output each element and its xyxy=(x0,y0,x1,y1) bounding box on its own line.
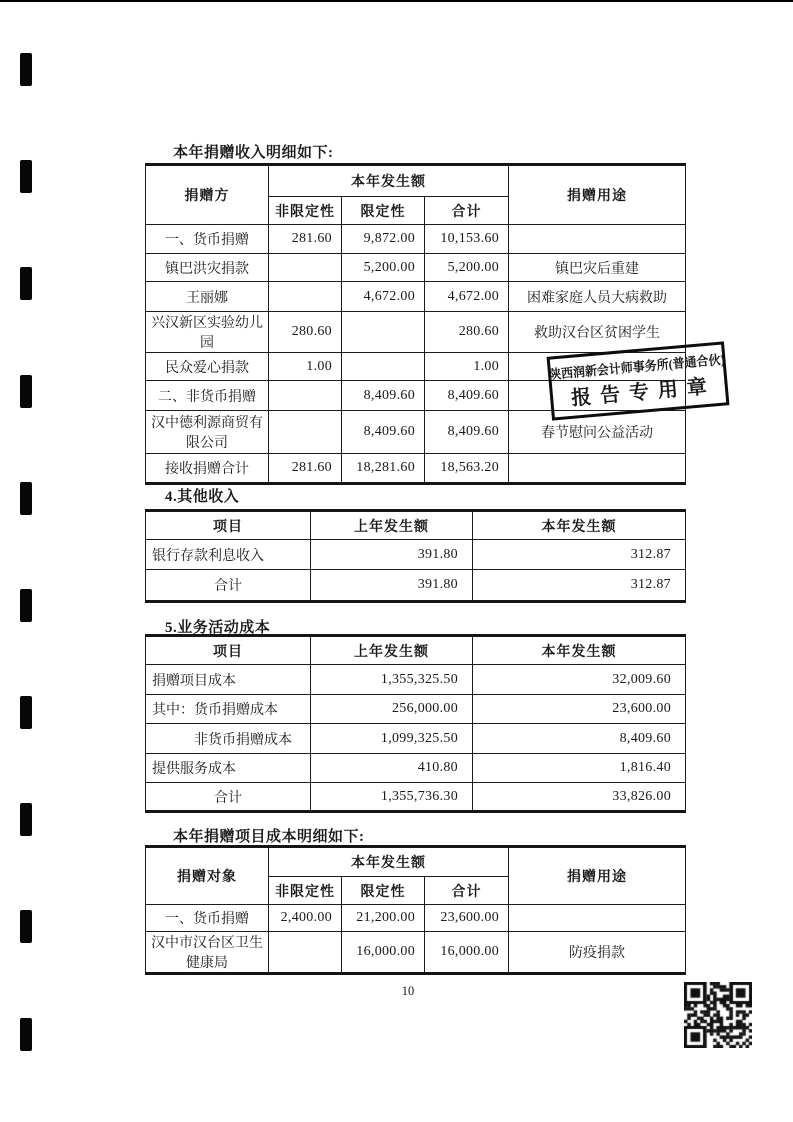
cell-donor: 兴汉新区实验幼儿园 xyxy=(146,312,269,353)
col-header-donee: 捐赠对象 xyxy=(146,847,269,905)
cell-item: 合计 xyxy=(146,783,311,812)
header-row xyxy=(146,165,686,197)
cell-total: 280.60 xyxy=(425,312,509,353)
activity-cost-title: 5.业务活动成本 xyxy=(165,620,271,636)
activity-cost-table xyxy=(145,634,686,813)
cell-purpose: 春节慰问公益活动 xyxy=(509,411,686,454)
cell-item: 合计 xyxy=(146,570,311,602)
cell-total: 4,672.00 xyxy=(425,282,509,312)
table-row xyxy=(146,665,686,695)
table-row xyxy=(146,695,686,724)
stamp-seal-text: 报告专用章 xyxy=(570,374,717,410)
col-header-amount-group: 本年发生额 xyxy=(269,165,509,197)
cell-donor: 二、非货币捐赠 xyxy=(146,381,269,411)
table-row xyxy=(146,905,686,932)
cell-current-year: 312.87 xyxy=(473,540,686,570)
binding-mark xyxy=(20,803,32,836)
header-row xyxy=(146,511,686,540)
binding-mark xyxy=(20,482,32,515)
qr-code xyxy=(684,982,752,1048)
table-row xyxy=(146,540,686,570)
cell-item: 捐赠项目成本 xyxy=(146,665,311,695)
cell-non-restricted: 281.60 xyxy=(269,225,342,254)
cell-restricted xyxy=(342,312,425,353)
cell-donee: 汉中市汉台区卫生健康局 xyxy=(146,932,269,974)
binding-mark xyxy=(20,1018,32,1051)
table-row xyxy=(146,411,686,454)
binding-mark xyxy=(20,696,32,729)
cell-total: 10,153.60 xyxy=(425,225,509,254)
cell-total: 18,563.20 xyxy=(425,454,509,484)
binding-mark xyxy=(20,53,32,86)
table-row xyxy=(146,783,686,812)
cell-purpose: 救助汉台区贫困学生 xyxy=(509,312,686,353)
cell-donor: 王丽娜 xyxy=(146,282,269,312)
cell-current-year: 33,826.00 xyxy=(473,783,686,812)
cell-restricted: 9,872.00 xyxy=(342,225,425,254)
cell-total: 1.00 xyxy=(425,353,509,381)
col-header-total: 合计 xyxy=(425,197,509,225)
cell-purpose xyxy=(509,905,686,932)
other-income-title: 4.其他收入 xyxy=(165,489,240,505)
cell-non-restricted xyxy=(269,932,342,974)
cell-restricted xyxy=(342,353,425,381)
cell-prev-year: 1,099,325.50 xyxy=(311,724,473,754)
cell-non-restricted: 281.60 xyxy=(269,454,342,484)
cell-prev-year: 391.80 xyxy=(311,540,473,570)
donation-income-table xyxy=(145,163,686,485)
binding-mark xyxy=(20,910,32,943)
cell-non-restricted xyxy=(269,411,342,454)
col-header-donor: 捐赠方 xyxy=(146,165,269,225)
cell-total: 5,200.00 xyxy=(425,254,509,282)
table-row xyxy=(146,570,686,602)
cell-restricted: 8,409.60 xyxy=(342,381,425,411)
cell-donee: 一、货币捐赠 xyxy=(146,905,269,932)
cell-item: 非货币捐赠成本 xyxy=(146,724,311,754)
cell-non-restricted: 1.00 xyxy=(269,353,342,381)
scan-top-edge xyxy=(0,0,793,2)
cell-non-restricted xyxy=(269,381,342,411)
cell-donor: 汉中德利源商贸有限公司 xyxy=(146,411,269,454)
cell-non-restricted: 280.60 xyxy=(269,312,342,353)
table-row xyxy=(146,254,686,282)
cell-current-year: 1,816.40 xyxy=(473,754,686,783)
table-row xyxy=(146,225,686,254)
col-header-prev-year: 上年发生额 xyxy=(311,636,473,665)
cell-restricted: 18,281.60 xyxy=(342,454,425,484)
cell-purpose xyxy=(509,454,686,484)
col-header-item: 项目 xyxy=(146,511,311,540)
cell-total: 23,600.00 xyxy=(425,905,509,932)
header-row xyxy=(146,847,686,877)
table-row xyxy=(146,932,686,974)
col-header-item: 项目 xyxy=(146,636,311,665)
stamp-firm-name: 陕西润新会计师事务所(普通合伙) xyxy=(548,351,726,382)
col-header-non-restricted: 非限定性 xyxy=(269,197,342,225)
col-header-current-year: 本年发生额 xyxy=(473,511,686,540)
page-number: 10 xyxy=(401,984,415,998)
cell-item: 银行存款利息收入 xyxy=(146,540,311,570)
cell-current-year: 32,009.60 xyxy=(473,665,686,695)
table-row xyxy=(146,754,686,783)
col-header-restricted: 限定性 xyxy=(342,877,425,905)
cell-total: 8,409.60 xyxy=(425,381,509,411)
table-row xyxy=(146,282,686,312)
cell-total: 16,000.00 xyxy=(425,932,509,974)
col-header-total: 合计 xyxy=(425,877,509,905)
table-row xyxy=(146,724,686,754)
cell-prev-year: 410.80 xyxy=(311,754,473,783)
cell-donor: 一、货币捐赠 xyxy=(146,225,269,254)
cell-current-year: 23,600.00 xyxy=(473,695,686,724)
cell-item: 其中：货币捐赠成本 xyxy=(146,695,311,724)
cell-restricted: 21,200.00 xyxy=(342,905,425,932)
header-row xyxy=(146,636,686,665)
cell-restricted: 8,409.60 xyxy=(342,411,425,454)
donation-cost-title: 本年捐赠项目成本明细如下: xyxy=(173,829,365,845)
cell-non-restricted: 2,400.00 xyxy=(269,905,342,932)
cell-purpose: 防疫捐款 xyxy=(509,932,686,974)
table-row xyxy=(146,312,686,353)
cell-restricted: 16,000.00 xyxy=(342,932,425,974)
cell-current-year: 8,409.60 xyxy=(473,724,686,754)
other-income-table xyxy=(145,509,686,603)
cell-prev-year: 256,000.00 xyxy=(311,695,473,724)
cell-donor: 接收捐赠合计 xyxy=(146,454,269,484)
cell-current-year: 312.87 xyxy=(473,570,686,602)
cell-total: 8,409.60 xyxy=(425,411,509,454)
col-header-prev-year: 上年发生额 xyxy=(311,511,473,540)
cell-donor: 民众爱心捐款 xyxy=(146,353,269,381)
table-row xyxy=(146,454,686,484)
col-header-purpose: 捐赠用途 xyxy=(509,847,686,905)
cell-prev-year: 1,355,325.50 xyxy=(311,665,473,695)
col-header-purpose: 捐赠用途 xyxy=(509,165,686,225)
cell-item: 提供服务成本 xyxy=(146,754,311,783)
donation-income-title: 本年捐赠收入明细如下: xyxy=(173,145,334,161)
col-header-amount-group: 本年发生额 xyxy=(269,847,509,877)
cell-restricted: 5,200.00 xyxy=(342,254,425,282)
cell-prev-year: 391.80 xyxy=(311,570,473,602)
binding-mark xyxy=(20,375,32,408)
binding-mark xyxy=(20,160,32,193)
cell-donor: 镇巴洪灾捐款 xyxy=(146,254,269,282)
col-header-restricted: 限定性 xyxy=(342,197,425,225)
cell-prev-year: 1,355,736.30 xyxy=(311,783,473,812)
cell-non-restricted xyxy=(269,254,342,282)
binding-mark xyxy=(20,267,32,300)
binding-mark xyxy=(20,589,32,622)
col-header-current-year: 本年发生额 xyxy=(473,636,686,665)
cell-restricted: 4,672.00 xyxy=(342,282,425,312)
cell-purpose xyxy=(509,225,686,254)
cell-non-restricted xyxy=(269,282,342,312)
cell-purpose: 困难家庭人员大病救助 xyxy=(509,282,686,312)
cell-purpose: 镇巴灾后重建 xyxy=(509,254,686,282)
donation-cost-table xyxy=(145,845,686,975)
col-header-non-restricted: 非限定性 xyxy=(269,877,342,905)
